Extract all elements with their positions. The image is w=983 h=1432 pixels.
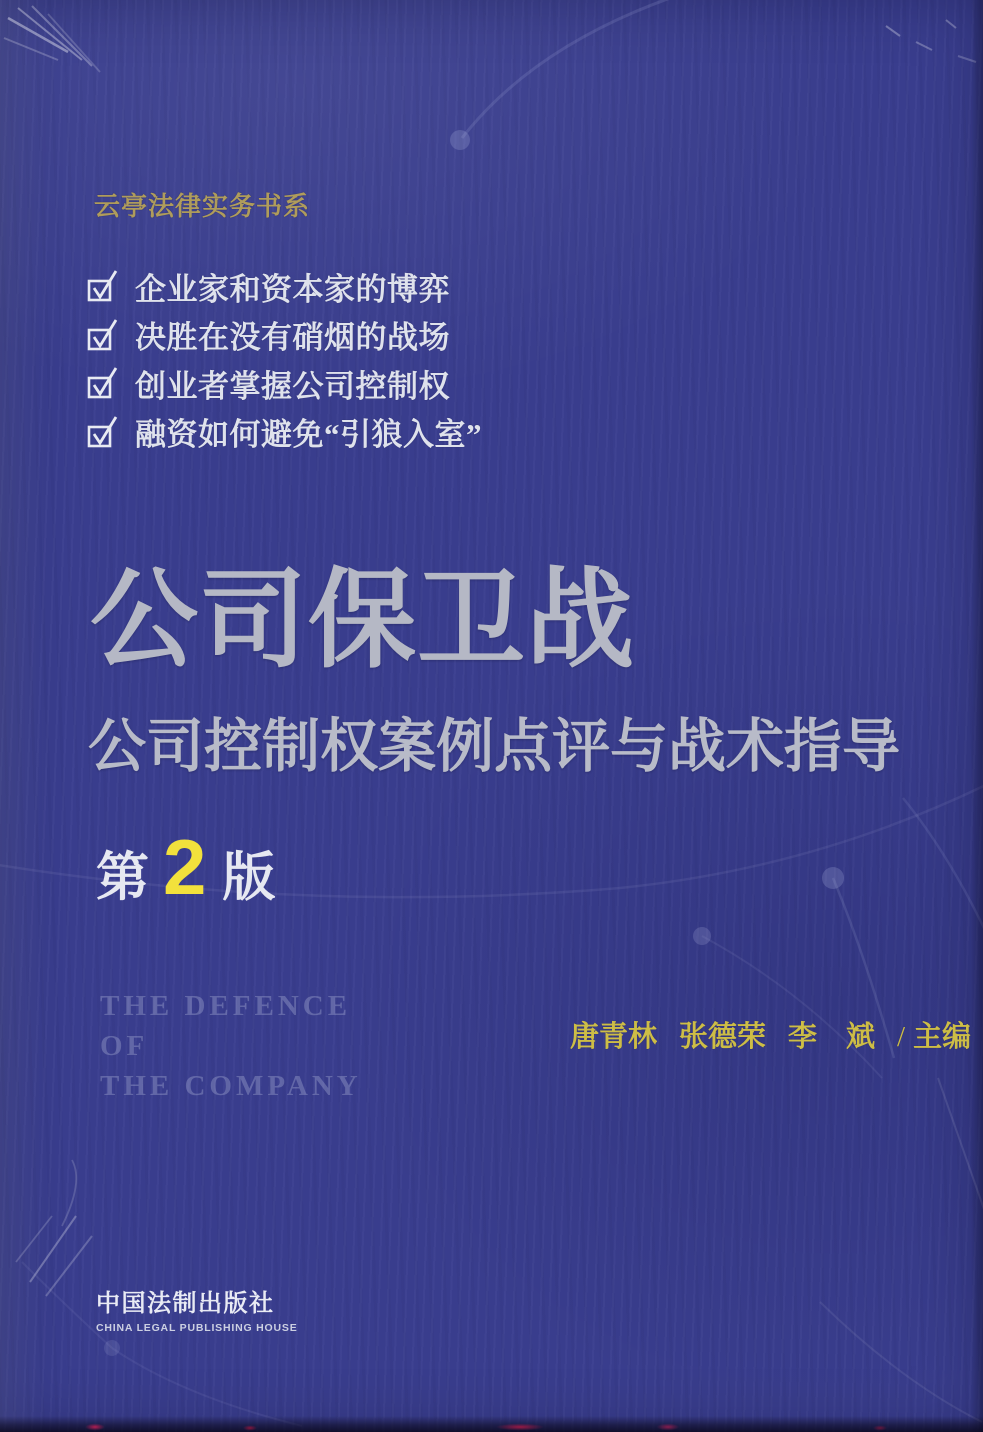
edition-label	[96, 823, 276, 911]
book-subtitle: 公司控制权案例点评与战术指导	[88, 714, 901, 779]
selling-points-list	[86, 262, 482, 456]
selling-point-row	[86, 359, 482, 408]
series-label: 云亭法律实务书系	[94, 192, 311, 221]
author-name: 唐青林	[570, 1021, 658, 1053]
checkbox-icon	[86, 268, 120, 304]
edition-number: 2	[163, 823, 207, 911]
selling-point-text: 创业者掌握公司控制权	[135, 368, 450, 404]
authors-line	[570, 1014, 971, 1055]
publisher-name-en: CHINA LEGAL PUBLISHING HOUSE	[96, 1322, 298, 1334]
english-title-line: THE DEFENCE	[100, 990, 352, 1022]
selling-point-text: 企业家和资本家的博弈	[135, 271, 450, 307]
english-title-line: THE COMPANY	[100, 1070, 362, 1102]
edition-suffix: 版	[222, 847, 276, 907]
english-title-watermark	[100, 986, 362, 1106]
selling-point-text: 融资如何避免“引狼入室”	[135, 417, 482, 453]
selling-point-row	[86, 311, 482, 360]
selling-point-row	[86, 408, 482, 457]
checkbox-icon	[86, 365, 120, 401]
author-name: 李 斌	[788, 1021, 876, 1053]
publisher-block	[96, 1283, 298, 1334]
publisher-name-cn: 中国法制出版社	[96, 1290, 275, 1317]
english-title-line: OF	[100, 1030, 149, 1062]
edition-prefix: 第	[96, 847, 149, 907]
selling-point-row	[86, 262, 482, 311]
authors-separator: /	[897, 1021, 906, 1053]
shrinkwrap-bottom-edge	[0, 1416, 983, 1432]
selling-point-text: 决胜在没有硝烟的战场	[135, 320, 450, 356]
book-title: 公司保卫战	[90, 562, 636, 681]
checkbox-icon	[86, 414, 120, 450]
checkbox-icon	[86, 317, 120, 353]
authors-role: 主编	[913, 1021, 972, 1053]
author-name: 张德荣	[679, 1021, 767, 1053]
